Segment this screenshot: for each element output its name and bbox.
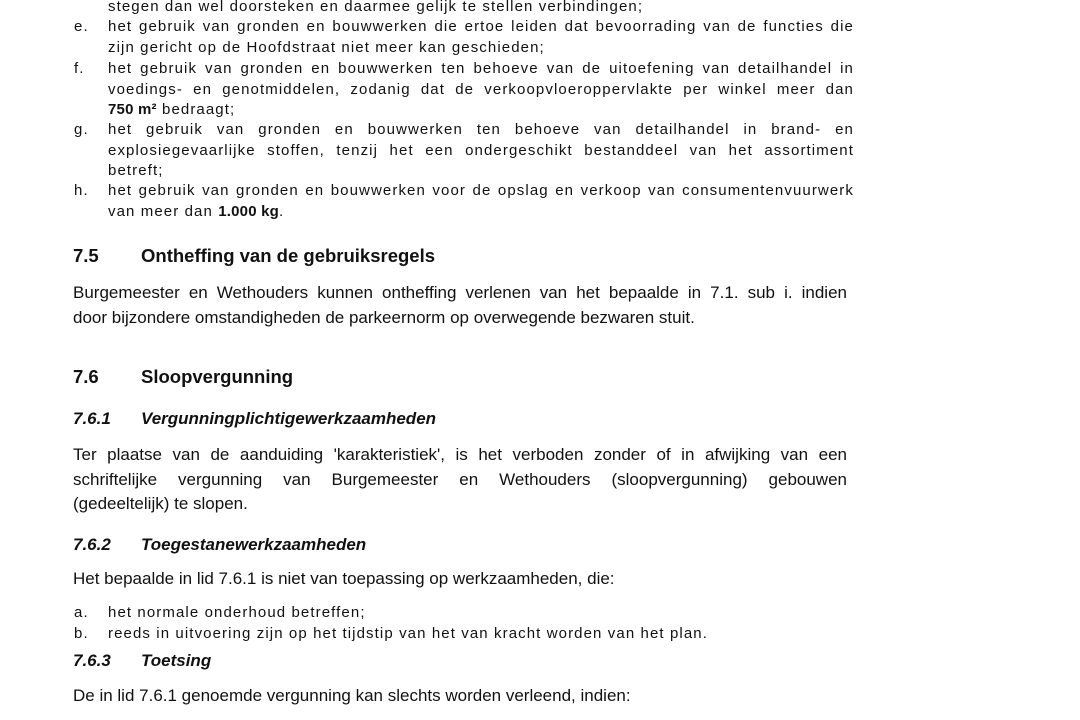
list-item-text: stegen dan wel doorsteken en daarmee gelijk te stellen verbindingen; [108,0,644,15]
list-line: het gebruik van gronden en bouwwerken die ertoe leiden dat bevoorrading van de functies die [108,18,854,35]
section-title: Sloopvergunning [141,366,294,387]
bold-value: 1.000 kg [218,202,280,220]
list-line: zijn gericht op de Hoofdstraat niet meer kan geschieden; [108,38,545,56]
list-item-h [74,181,854,222]
list-item-d-continuation [74,0,854,18]
list-line: voedings- en genotmiddelen, zodanig dat de verkoopvloeroppervlakte per winkel meer dan [108,80,854,98]
list-line-head: van meer dan [108,202,219,220]
list-line [108,100,854,121]
list-item-g [74,120,854,182]
section-7-6-3-intro: De in lid 7.6.1 genoemde vergunning kan slechts worden verleend, indien: [73,686,631,705]
list-line-tail: . [279,202,285,220]
list-line [108,202,854,223]
list-item-a [74,603,854,624]
list-marker: f. [74,60,85,77]
list-marker: g. [74,121,89,138]
list-marker: a. [74,604,89,621]
list-line-tail: bedraagt; [156,101,236,118]
list-marker: h. [74,182,89,199]
list-line: explosiegevaarlijke stoffen, tenzij het een ondergeschikt bestanddeel van het assortiment [108,141,854,159]
list-item-text [108,120,854,182]
list-marker: b. [74,625,89,642]
section-number: 7.6 [73,366,99,387]
subsection-number: 7.6.2 [73,535,111,554]
list-line: het gebruik van gronden en bouwwerken ten behoeve van de uitoefening van detailhandel in [108,60,854,77]
list-item-text [108,59,854,121]
list-item-text [108,17,854,58]
section-title: Ontheffing van de gebruiksregels [141,245,436,266]
section-7-6-2-intro: Het bepaalde in lid 7.6.1 is niet van toepassing op werkzaamheden, die: [73,569,615,588]
subsection-title: Toetsing [141,651,212,670]
subsection-title: Vergunningplichtigewerkzaamheden [141,409,437,428]
list-line: het gebruik van gronden en bouwwerken ten behoeve van detailhandel in brand- en [108,121,854,138]
list-item-text: reeds in uitvoering zijn op het tijdstip van het van kracht worden van het plan. [108,625,708,642]
bold-value: 750 m² [108,101,157,118]
list-item-b [74,624,854,645]
paragraph-line: Burgemeester en Wethouders kunnen ontheffing verlenen van het bepaalde in 7.1. sub i. indien [73,283,847,302]
subsection-number: 7.6.3 [73,651,111,670]
section-7-5-paragraph [73,281,847,330]
section-number: 7.5 [73,245,99,266]
list-line: het gebruik van gronden en bouwwerken voor de opslag en verkoop van consumentenvuurwerk [108,182,854,199]
paragraph-line: (gedeeltelijk) te slopen. [73,494,248,513]
list-item-text [108,181,854,222]
list-item-e [74,17,854,58]
list-marker: e. [74,18,89,35]
list-item-f [74,59,854,121]
section-7-6-1-paragraph [73,443,847,517]
paragraph-line: schriftelijke vergunning van Burgemeester en Wethouders (sloopvergunning) gebouwen [73,469,847,489]
paragraph-line: Ter plaatse van de aanduiding 'karakteristiek', is het verboden zonder of in afwijking van een [73,445,847,464]
paragraph-line: door bijzondere omstandigheden de parkeernorm op overwegende bezwaren stuit. [73,307,695,327]
list-line: betreft; [108,162,164,179]
list-item-text: het normale onderhoud betreffen; [108,604,366,621]
subsection-title: Toegestanewerkzaamheden [141,535,367,554]
subsection-number: 7.6.1 [73,409,111,428]
